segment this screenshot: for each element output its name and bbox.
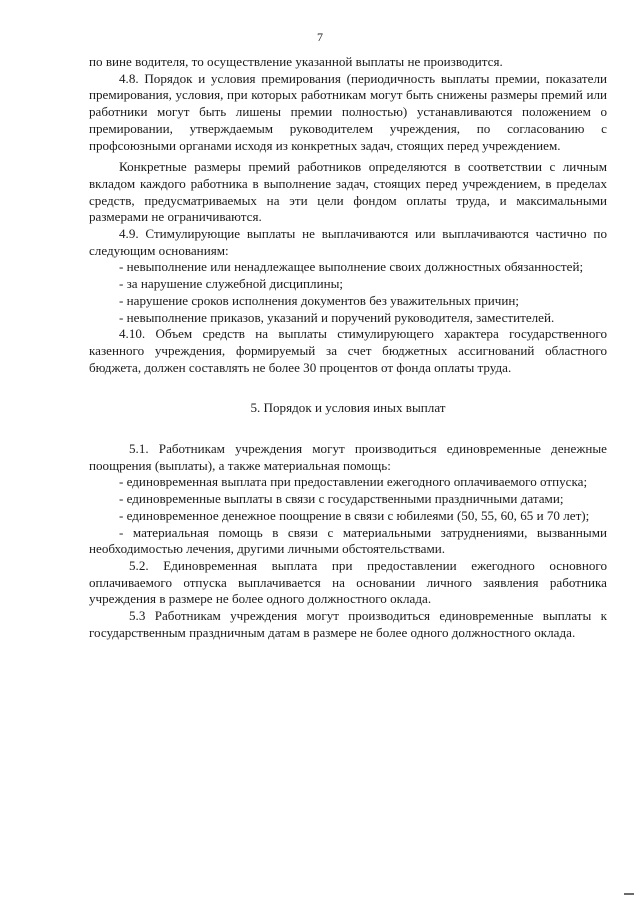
paragraph-4-8: 4.8. Порядок и условия премирования (периодичность выплаты премии, показатели премирования, условия, при которых работникам могут быть снижены размеры премий или работники могут быть лишены премии полностью) устанавливаются положением о премировании, утверждаемым руководителем учреждения, по согласованию с профсоюзными органами исходя из конкретных задач, стоящих перед учреждением. (89, 70, 607, 153)
paragraph-5-2: 5.2. Единовременная выплата при предоставлении ежегодного основного оплачиваемого отпуска выплачивается на основании личного заявления работника учреждения в размере не более одного должностного оклада. (89, 557, 607, 607)
paragraph-bonus-amounts: Конкретные размеры премий работников определяются в соответствии с личным вкладом каждого работника в выполнение задач, стоящих перед учреждением, в пределах средств, предусматриваемых на эти цели фондом оплаты труда, и максимальными размерами не ограничиваются. (89, 159, 607, 225)
list-item-vacation: - единовременная выплата при предоставлении ежегодного оплачиваемого отпуска; (119, 474, 588, 490)
document-body (89, 54, 607, 642)
list-item-orders: - невыполнение приказов, указаний и поручений руководителя, заместителей. (119, 309, 555, 325)
paragraph-4-9: 4.9. Стимулирующие выплаты не выплачиваются или выплачиваются частично по следующим основаниям: (89, 226, 607, 258)
list-item-jubilees: - единовременное денежное поощрение в связи с юбилеями (50, 55, 60, 65 и 70 лет); (119, 507, 590, 523)
paragraph-continuation: по вине водителя, то осуществление указанной выплаты не производится. (89, 54, 503, 69)
scan-edge-mark (624, 893, 634, 895)
list-item-nonperformance: - невыполнение или ненадлежащее выполнение своих должностных обязанностей; (119, 259, 584, 275)
page-number: 7 (317, 30, 323, 44)
list-item-discipline: - за нарушение служебной дисциплины; (119, 276, 344, 292)
paragraph-5-1: 5.1. Работникам учреждения могут производиться единовременные денежные поощрения (выплаты), а также материальная помощь: (89, 441, 607, 473)
section-heading-5: 5. Порядок и условия иных выплат (250, 400, 446, 416)
paragraph-4-10: 4.10. Объем средств на выплаты стимулирующего характера государственного казенного учреждения, формируемый за счет бюджетных ассигнований областного бюджета, должен составлять не более 30 процентов от фонда оплаты труда. (89, 326, 607, 375)
paragraph-5-3: 5.3 Работникам учреждения могут производиться единовременные выплаты к государственным праздничным датам в размере не более одного должностного оклада. (89, 608, 607, 640)
list-item-holidays: - единовременные выплаты в связи с государственными праздничными датами; (119, 491, 564, 507)
list-item-material-aid: - материальная помощь в связи с материальными затруднениями, вызванными необходимостью лечения, другими личными обстоятельствами. (89, 524, 607, 557)
list-item-deadlines: - нарушение сроков исполнения документов без уважительных причин; (119, 292, 520, 308)
